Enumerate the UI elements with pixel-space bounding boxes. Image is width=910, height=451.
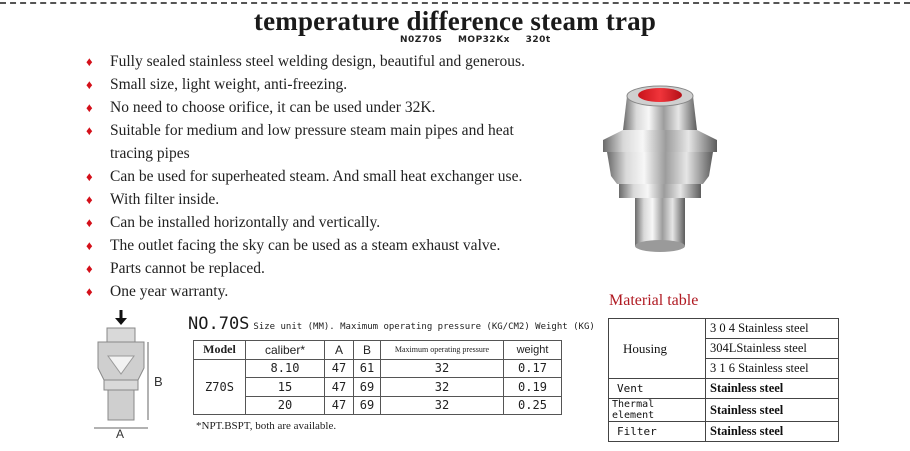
diamond-bullet-icon: ♦ (86, 77, 93, 92)
steam-trap-product-image (585, 78, 735, 263)
dimension-diagram (88, 308, 178, 438)
housing-option: 3 1 6 Stainless steel (706, 359, 839, 379)
flow-down-arrow-icon (115, 310, 127, 325)
material-table (608, 318, 839, 442)
pressure-cell: 32 (381, 378, 504, 397)
feature-item: ♦ Parts cannot be replaced. (84, 257, 584, 280)
feature-item: ♦ Can be installed horizontally and vertically. (84, 211, 584, 234)
a-cell: 47 (325, 396, 354, 415)
table-row (194, 378, 562, 397)
table-row (609, 319, 839, 339)
spec-units-note: Size unit (MM). Maximum operating pressure (KG/CM2) Weight (KG) (253, 322, 595, 332)
diamond-bullet-icon: ♦ (86, 100, 93, 115)
feature-item: ♦ Small size, light weight, anti-freezing. (84, 73, 584, 96)
b-cell: 69 (354, 378, 381, 397)
page-title: temperature difference steam trap (253, 6, 657, 36)
diamond-bullet-icon: ♦ (86, 261, 93, 276)
feature-item: ♦ Suitable for medium and low pressure steam main pipes and heat tracing pipes (84, 119, 554, 165)
diamond-bullet-icon: ♦ (86, 54, 93, 69)
feature-item: ♦ Can be used for superheated steam. And small heat exchanger use. (84, 165, 584, 188)
b-cell: 69 (354, 396, 381, 415)
filter-value: Stainless steel (706, 422, 839, 442)
col-a: A (325, 341, 354, 360)
feature-list (84, 50, 584, 303)
weight-cell: 0.19 (504, 378, 562, 397)
caliber-cell: 8.10 (246, 359, 325, 378)
material-table-title: Material table (609, 292, 699, 309)
table-row (609, 399, 839, 422)
feature-item: ♦ Fully sealed stainless steel welding design, beautiful and generous. (84, 50, 584, 73)
caliber-cell: 20 (246, 396, 325, 415)
col-caliber: caliber* (246, 341, 325, 360)
caliber-cell: 15 (246, 378, 325, 397)
feature-item: ♦ The outlet facing the sky can be used as a steam exhaust valve. (84, 234, 584, 257)
housing-option: 304LStainless steel (706, 339, 839, 359)
vent-label: Vent (609, 379, 706, 399)
pressure-cell: 32 (381, 396, 504, 415)
vent-value: Stainless steel (706, 379, 839, 399)
spec-table (193, 340, 562, 415)
table-row (194, 396, 562, 415)
col-b: B (354, 341, 381, 360)
diamond-bullet-icon: ♦ (86, 238, 93, 253)
spec-header-row (194, 341, 562, 360)
spec-model-number: NO.70S (188, 314, 250, 334)
weight-cell: 0.25 (504, 396, 562, 415)
housing-option: 3 0 4 Stainless steel (706, 319, 839, 339)
table-row (609, 379, 839, 399)
model-cell: Z70S (194, 359, 246, 415)
dim-a-label: A (116, 427, 125, 438)
col-max-pressure: Maximum operating pressure (381, 341, 504, 360)
filter-label: Filter (609, 422, 706, 442)
diamond-bullet-icon: ♦ (86, 284, 93, 299)
col-model: Model (194, 341, 246, 360)
col-weight: weight (504, 341, 562, 360)
table-row (194, 359, 562, 378)
model-subtitle: N0Z70S MOP32Kx 320t (400, 35, 551, 45)
feature-item: ♦ One year warranty. (84, 280, 584, 303)
spec-heading (188, 314, 595, 334)
b-cell: 61 (354, 359, 381, 378)
diamond-bullet-icon: ♦ (86, 192, 93, 207)
thermal-element-label: Thermal element (609, 399, 706, 422)
dim-b-label: B (154, 374, 163, 389)
diamond-bullet-icon: ♦ (86, 169, 93, 184)
housing-label: Housing (609, 319, 706, 379)
weight-cell: 0.17 (504, 359, 562, 378)
a-cell: 47 (325, 359, 354, 378)
a-cell: 47 (325, 378, 354, 397)
table-row (609, 422, 839, 442)
feature-item: ♦ With filter inside. (84, 188, 584, 211)
pressure-cell: 32 (381, 359, 504, 378)
feature-item: ♦ No need to choose orifice, it can be used under 32K. (84, 96, 584, 119)
diamond-bullet-icon: ♦ (86, 215, 93, 230)
diamond-bullet-icon: ♦ (86, 123, 93, 138)
thermal-element-value: Stainless steel (706, 399, 839, 422)
spec-footnote: *NPT.BSPT, both are available. (196, 420, 337, 432)
top-dashed-rule (0, 2, 910, 4)
